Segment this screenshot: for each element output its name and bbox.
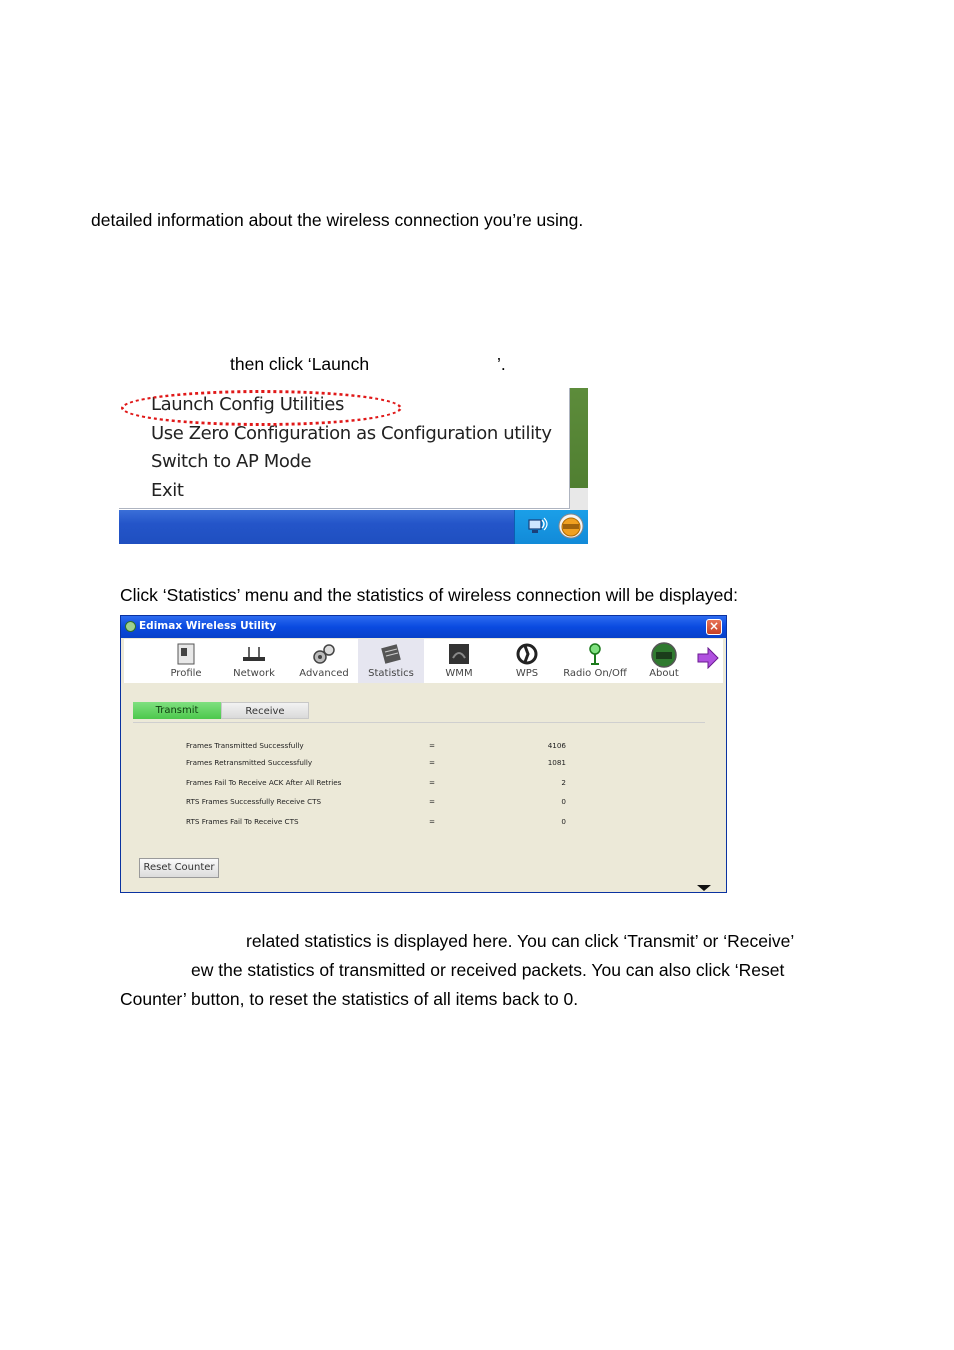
para-line-1: related statistics is displayed here. You can click ‘Transmit’ or ‘Receive’ [246, 931, 795, 951]
toolbar [124, 639, 723, 683]
window-title: Edimax Wireless Utility [139, 620, 277, 632]
toolbar-label: Advanced [299, 668, 349, 679]
toolbar-label: Profile [170, 668, 202, 679]
stat-equals: = [429, 741, 436, 750]
stat-equals: = [429, 797, 436, 806]
menu-item-ap-mode[interactable]: Switch to AP Mode [151, 451, 312, 472]
network-tray-icon[interactable] [527, 516, 549, 538]
menu-item-zero-config[interactable]: Use Zero Configuration as Configuration utility [151, 423, 552, 444]
radio-icon [585, 642, 605, 666]
toolbar-about[interactable] [634, 639, 694, 683]
menu-item-launch-config[interactable]: Launch Config Utilities [151, 394, 344, 415]
toolbar-label: Network [233, 668, 275, 679]
toolbar-statistics[interactable] [358, 639, 424, 683]
para-line-3: Counter’ button, to reset the statistics of all items back to 0. [120, 989, 579, 1009]
stat-label: Frames Retransmitted Successfully [186, 758, 313, 767]
para-line-2: ew the statistics of transmitted or received packets. You can also click ‘Reset [191, 960, 785, 980]
toolbar-wps[interactable] [497, 639, 557, 683]
edimax-tray-icon[interactable] [557, 512, 585, 540]
tab-transmit[interactable]: Transmit [133, 702, 221, 719]
stat-equals: = [429, 817, 436, 826]
stat-value: 4106 [547, 741, 566, 750]
profile-icon [175, 642, 197, 666]
tab-receive[interactable]: Receive [221, 702, 309, 719]
app-icon [125, 621, 136, 632]
intro-line: detailed information about the wireless connection you’re using. [91, 210, 584, 230]
toolbar-advanced[interactable] [292, 639, 356, 683]
close-button[interactable]: × [706, 619, 722, 635]
wmm-icon [447, 642, 471, 666]
reset-counter-button[interactable]: Reset Counter [139, 858, 219, 878]
stat-equals: = [429, 758, 436, 767]
toolbar-label: About [649, 668, 679, 679]
stat-value: 0 [561, 797, 566, 806]
toolbar-network[interactable] [224, 639, 284, 683]
edimax-utility-window [120, 615, 727, 893]
stat-label: Frames Transmitted Successfully [186, 741, 304, 750]
stat-label: Frames Fail To Receive ACK After All Retries [186, 778, 342, 787]
about-icon [649, 642, 679, 668]
toolbar-label: WPS [515, 668, 539, 679]
toolbar-label: WMM [445, 668, 473, 679]
title-bar[interactable] [121, 616, 726, 638]
statistics-icon [379, 642, 403, 666]
tray-menu-screenshot [119, 388, 588, 544]
stat-value: 0 [561, 817, 566, 826]
statistics-instruction: Click ‘Statistics’ menu and the statistics of wireless connection will be displayed: [120, 585, 738, 605]
desktop-edge-lower [570, 488, 588, 510]
stat-equals: = [429, 778, 436, 787]
gears-icon [311, 642, 337, 666]
toolbar-radio[interactable] [560, 639, 630, 683]
scroll-down-icon[interactable] [697, 885, 711, 891]
stat-value: 1081 [547, 758, 566, 767]
step-line-b: ’. [497, 354, 506, 374]
toolbar-wmm[interactable] [429, 639, 489, 683]
stat-label: RTS Frames Fail To Receive CTS [186, 817, 299, 826]
tab-divider [133, 722, 705, 723]
step-line-a: then click ‘Launch [230, 354, 370, 374]
menu-item-exit[interactable]: Exit [151, 480, 184, 501]
toolbar-profile[interactable] [156, 639, 216, 683]
stat-label: RTS Frames Successfully Receive CTS [186, 797, 322, 806]
highlight-oval [121, 390, 402, 426]
toolbar-label: Radio On/Off [563, 668, 627, 679]
network-icon [241, 642, 267, 666]
wps-icon [515, 642, 539, 666]
next-arrow-icon[interactable] [696, 647, 720, 669]
stat-value: 2 [561, 778, 566, 787]
toolbar-label: Statistics [368, 668, 414, 679]
